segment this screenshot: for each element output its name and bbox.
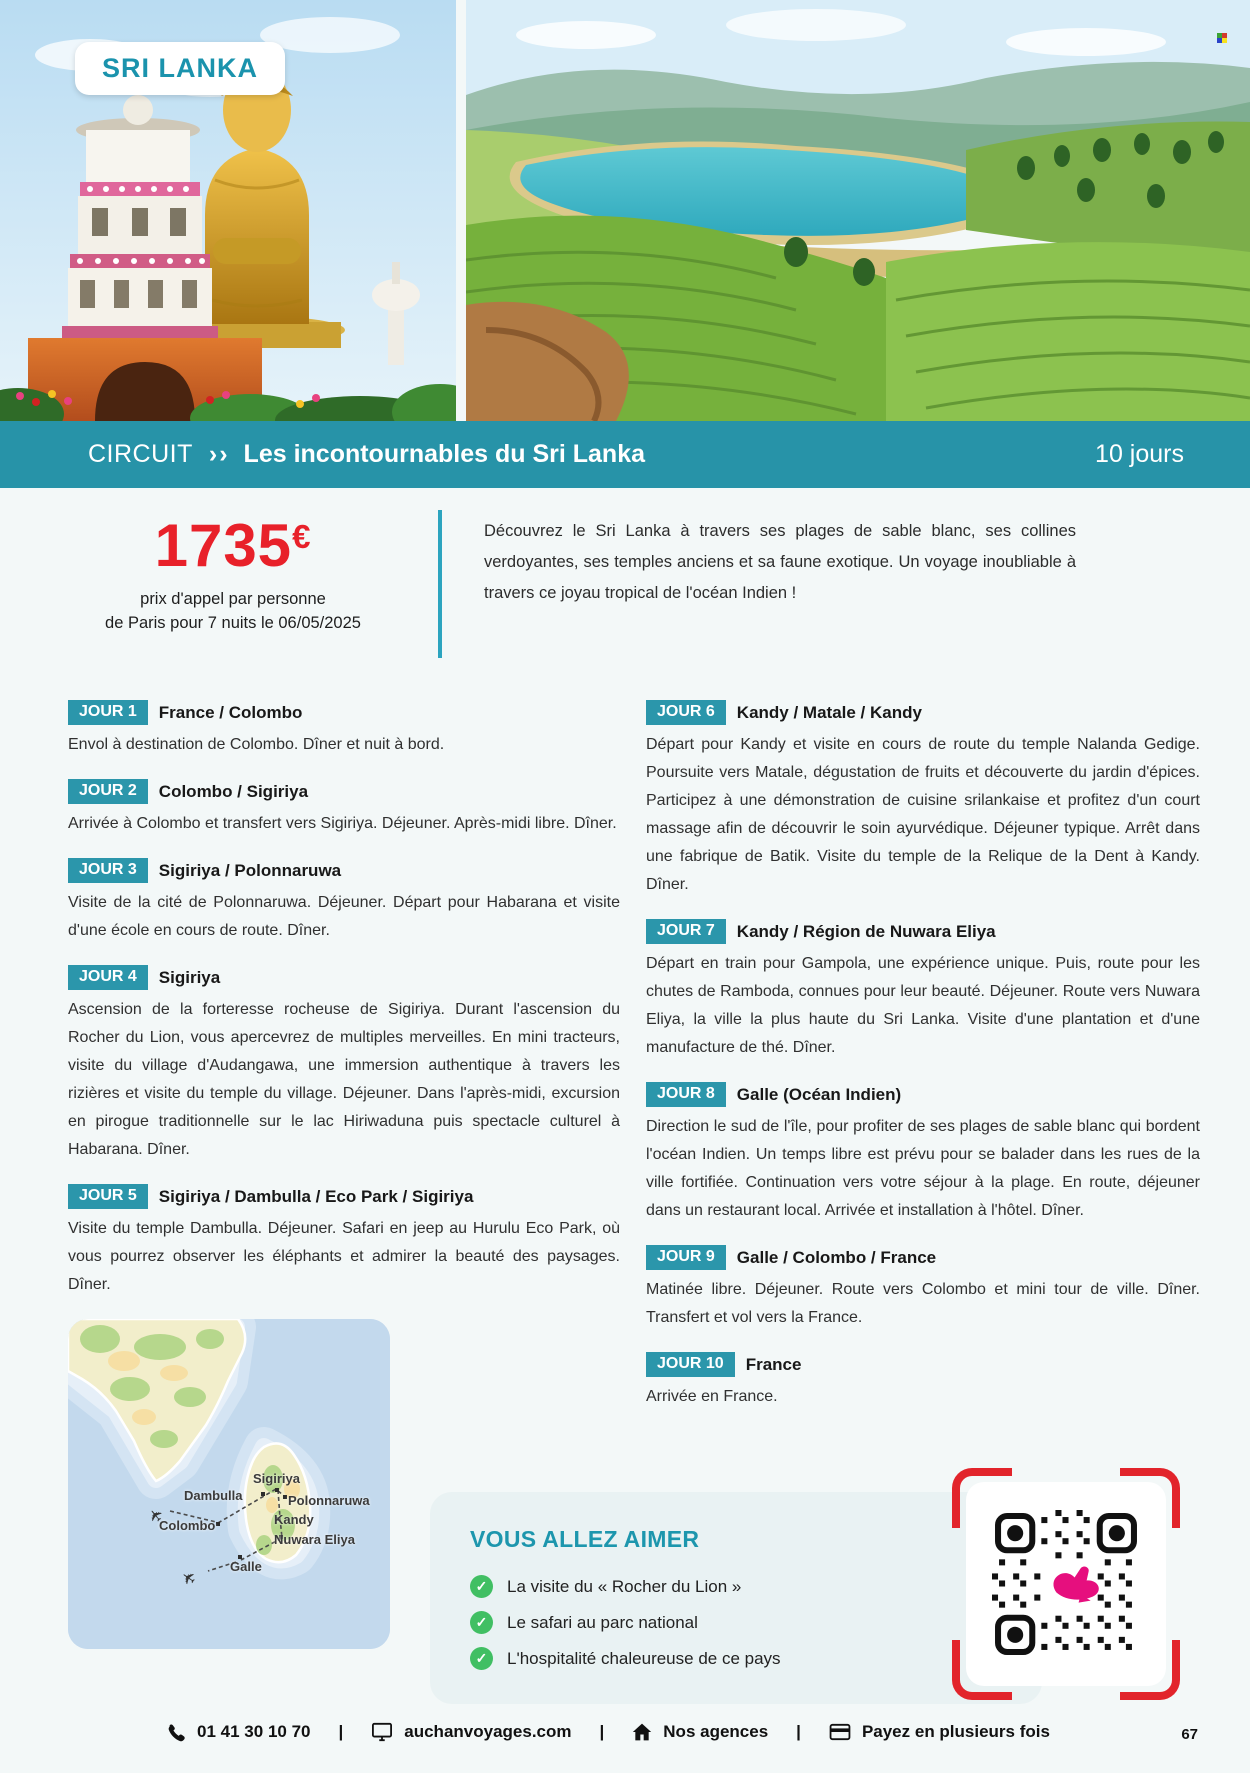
banner-kicker: CIRCUIT	[88, 440, 193, 468]
day-title: France / Colombo	[158, 702, 303, 722]
day-description: Matinée libre. Déjeuner. Route vers Colombo et mini tour de ville. Dîner. Transfert et vol vers la France.	[646, 1281, 1200, 1326]
circuit-banner	[0, 421, 1250, 488]
monitor-icon	[371, 1722, 393, 1742]
day-title: Galle / Colombo / France	[736, 1247, 937, 1267]
vertical-divider	[438, 510, 442, 658]
day-title: France	[745, 1354, 802, 1374]
map-city-label: Polonnaruwa	[288, 1493, 370, 1508]
day-title: Colombo / Sigiriya	[158, 781, 309, 801]
check-icon: ✓	[470, 1647, 493, 1670]
intro-paragraph: Découvrez le Sri Lanka à travers ses plages de sable blanc, ses collines verdoyantes, ses temples anciens et sa faune exotique. Un voyage inoubliable à travers ce joyau tropical de l'océan Indien !	[484, 522, 1076, 602]
plane-icon: ✈	[177, 1565, 201, 1590]
itinerary-day	[646, 919, 1200, 1062]
qr-code	[966, 1482, 1166, 1686]
day-title: Sigiriya	[158, 967, 221, 987]
day-title: Galle (Océan Indien)	[736, 1084, 902, 1104]
day-description: Ascension de la forteresse rocheuse de Sigiriya. Durant l'ascension du Rocher du Lion, vous apercevrez de multiples merveilles. En mini tracteurs, visite du village d'Audangawa, une immersion authentique à travers les rizières et visite du temple du village. Déjeuner. Dans l'après-midi, excursion en pirogue traditionnelle sur le lac Hiriwaduna puis spectacle culturel à Habarana. Dîner.	[68, 1001, 620, 1158]
itinerary-day	[68, 858, 620, 945]
price-value: 1735€	[154, 512, 312, 579]
day-description: Départ en train pour Gampola, une expérience unique. Puis, route pour les chutes de Ramboda, connues pour leur beauté. Déjeuner. Route vers Nuwara Eliya, la ville la plus haute du Sri Lanka. Visite d'une plantation et d'une manufacture de thé. Dîner.	[646, 955, 1200, 1056]
itinerary-day	[646, 1352, 1200, 1411]
day-badge: JOUR 9	[646, 1245, 726, 1270]
plane-icon: ✈	[144, 1503, 169, 1527]
check-icon: ✓	[470, 1575, 493, 1598]
photo-lake-tea-hills	[466, 0, 1250, 421]
check-icon: ✓	[470, 1611, 493, 1634]
footer-phone[interactable]: 01 41 30 10 70	[166, 1722, 310, 1742]
day-title: Kandy / Région de Nuwara Eliya	[736, 921, 996, 941]
day-badge: JOUR 10	[646, 1352, 735, 1377]
footer-payment[interactable]: Payez en plusieurs fois	[829, 1722, 1050, 1742]
footer	[68, 1722, 1148, 1742]
itinerary-day	[646, 1245, 1200, 1332]
highlight-text: L'hospitalité chaleureuse de ce pays	[507, 1648, 781, 1668]
day-badge: JOUR 4	[68, 965, 148, 990]
route-map	[68, 1319, 390, 1649]
day-description: Direction le sud de l'île, pour profiter de ses plages de sable blanc qui bordent l'océan Indien. Un temps libre est prévu pour se balader dans les rues de la ville fortifiée. Continuation vers votre séjour à la plage. En route, déjeuner dans un restaurant local. Arrivée et installation à l'hôtel. Dîner.	[646, 1118, 1200, 1219]
hero-section	[0, 0, 1250, 421]
print-registration-mark	[1217, 33, 1227, 43]
trip-duration: 10 jours	[1095, 440, 1184, 468]
day-badge: JOUR 8	[646, 1082, 726, 1107]
footer-separator: |	[338, 1722, 344, 1741]
highlights-card	[430, 1492, 1042, 1704]
price-note: prix d'appel par personne de Paris pour 7 nuits le 06/05/2025	[105, 590, 361, 632]
day-badge: JOUR 5	[68, 1184, 148, 1209]
day-description: Visite du temple Dambulla. Déjeuner. Safari en jeep au Hurulu Eco Park, où vous pourrez observer les éléphants et admirer la beauté des paysages. Dîner.	[68, 1220, 620, 1293]
itinerary-day	[68, 1184, 620, 1299]
day-badge: JOUR 6	[646, 700, 726, 725]
price-block	[68, 506, 398, 658]
house-icon	[632, 1722, 652, 1742]
chevrons-icon: ››	[208, 440, 230, 468]
day-description: Départ pour Kandy et visite en cours de route du temple Nalanda Gedige. Poursuite vers Matale, dégustation de fruits et découverte du jardin d'épices. Participez à une démonstration de cuisine srilankaise et profitez d'un court massage afin de découvrir le soin ayurvédique. Déjeuner typique. Arrêt dans une fabrique de Batik. Visite du temple de la Relique de la Dent à Kandy. Dîner.	[646, 736, 1200, 893]
phone-icon	[166, 1722, 186, 1742]
qr-pattern	[992, 1510, 1140, 1658]
map-city-label: Galle	[230, 1559, 262, 1574]
circuit-title: Les incontournables du Sri Lanka	[243, 440, 646, 468]
day-title: Sigiriya / Dambulla / Eco Park / Sigiriya	[158, 1186, 474, 1206]
itinerary-day	[68, 700, 620, 759]
footer-website[interactable]: auchanvoyages.com	[371, 1722, 571, 1742]
itinerary-day	[68, 965, 620, 1164]
map-city-label: Kandy	[274, 1512, 314, 1527]
highlight-text: Le safari au parc national	[507, 1612, 698, 1632]
itinerary-day	[68, 779, 620, 838]
footer-separator: |	[796, 1722, 801, 1741]
day-description: Envol à destination de Colombo. Dîner et nuit à bord.	[68, 736, 445, 753]
day-title: Kandy / Matale / Kandy	[736, 702, 922, 722]
day-badge: JOUR 7	[646, 919, 726, 944]
day-description: Visite de la cité de Polonnaruwa. Déjeuner. Départ pour Habarana et visite d'une école en cours de route. Dîner.	[68, 894, 620, 939]
day-badge: JOUR 1	[68, 700, 148, 725]
itinerary-day	[646, 1082, 1200, 1225]
map-illustration	[68, 1319, 390, 1649]
day-description: Arrivée à Colombo et transfert vers Sigiriya. Déjeuner. Après-midi libre. Dîner.	[68, 815, 617, 832]
map-city-label: Dambulla	[184, 1488, 243, 1503]
day-badge: JOUR 2	[68, 779, 148, 804]
highlights-title: VOUS ALLEZ AIMER	[470, 1526, 700, 1552]
page-number: 67	[1181, 1726, 1198, 1743]
footer-separator: |	[599, 1722, 605, 1741]
itinerary-day	[646, 700, 1200, 899]
destination-badge: SRI LANKA	[75, 42, 285, 95]
qr-code-block	[952, 1468, 1180, 1700]
currency-symbol: €	[292, 518, 312, 555]
highlight-text: La visite du « Rocher du Lion »	[507, 1576, 742, 1596]
payment-card-icon	[829, 1723, 851, 1741]
day-badge: JOUR 3	[68, 858, 148, 883]
map-city-label: Nuwara Eliya	[274, 1532, 355, 1547]
map-city-label: Sigiriya	[253, 1471, 300, 1486]
landscape-illustration	[466, 0, 1250, 421]
day-description: Arrivée en France.	[646, 1388, 778, 1405]
day-title: Sigiriya / Polonnaruwa	[158, 860, 342, 880]
map-city-label: Colombo	[159, 1518, 216, 1533]
price-intro-section	[68, 506, 1200, 658]
footer-agencies[interactable]: Nos agences	[632, 1722, 768, 1742]
